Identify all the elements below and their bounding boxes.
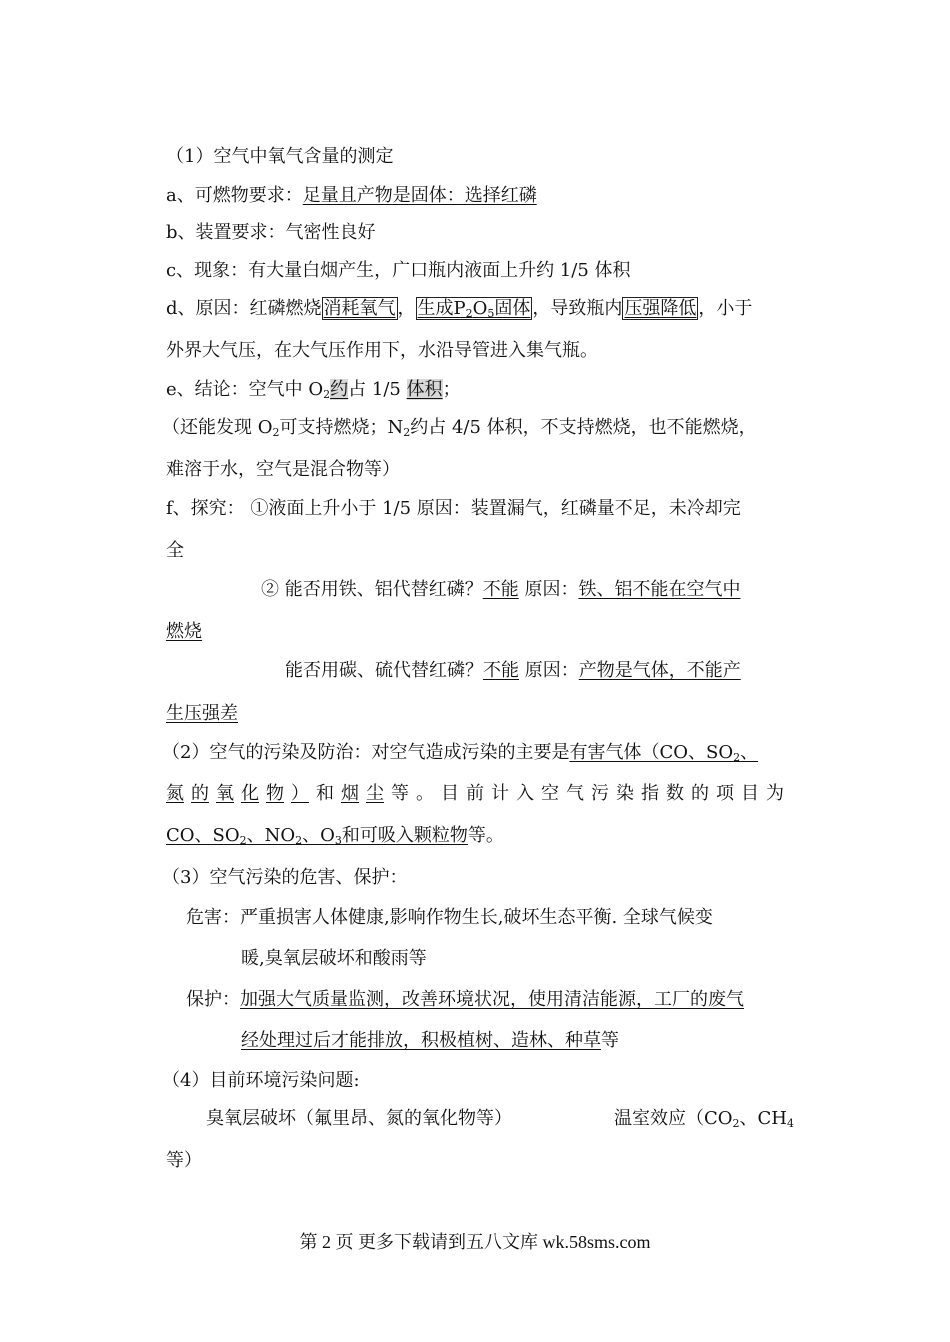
section-2-line1: （2）空气的污染及防治：对空气造成污染的主要是有害气体（CO、$SO_2$、 [162,742,759,764]
line-f1-cont: 全 [166,540,184,561]
line-e: e、结论：空气中 $O_2$约占 1/5 体积； [166,379,461,401]
answer-f2: 不能 [482,579,519,600]
protect-line2: 经处理过后才能排放，积极植树、造林、种草等 [241,1030,619,1051]
highlight-volume: 体积 [406,379,443,400]
line-b: b、装置要求：气密性良好 [166,222,376,243]
line-f2: ② 能否用铁、铝代替红磷？不能 原因：铁、铝不能在空气中 [261,579,741,600]
section-2-line2: 氮 的 氧 化 物 ） 和 烟 尘 等 。 目 前 计 入 空 气 污 染 指 数 的 项 目 为 [166,783,784,804]
highlight-yue: 约 [330,379,349,400]
reason-f3: 产物是气体，不能产 [578,660,741,681]
line-f3-cont: 生压强差 [166,703,238,724]
boxed-pressure-drop: 压强降低 [624,298,697,319]
section-1-title: （1）空气中氧气含量的测定 [166,146,394,167]
boxed-consume-oxygen: 消耗氧气 [323,298,396,319]
harm-line2: 暖,臭氧层破坏和酸雨等 [241,948,427,969]
line-c: c、现象：有大量白烟产生，广口瓶内液面上升约 1/5 体积 [166,260,631,281]
protection-measures: 加强大气质量监测，改善环境状况，使用清洁能源，工厂的废气 [240,989,744,1010]
line-d: d、原因：红磷燃烧 消耗氧气 ， 生成$P_2O_5$固体 ，导致瓶内 压强降低 ，小于 [166,298,753,320]
greenhouse-item: 温室效应（$CO_2$、$CH_4$ [614,1108,795,1130]
line-a: a、可燃物要求：足量且产物是固体：选择红磷 [166,185,537,206]
answer-f3: 不能 [483,660,519,681]
section-2-line3: CO、$SO_2$、$NO_2$、$O_3$和可吸入颗粒物等。 [166,825,504,847]
answer-a: 足量且产物是固体：选择红磷 [302,185,537,206]
protect-line1: 保护：加强大气质量监测，改善环境状况，使用清洁能源，工厂的废气 [186,989,744,1010]
section-3-title: （3）空气污染的危害、保护： [162,867,408,888]
section-4-title: （4）目前环境污染问题: [162,1070,360,1091]
line-f2-cont: 燃烧 [166,621,202,642]
ozone-item: 臭氧层破坏（氟里昂、氮的氧化物等） [206,1108,512,1129]
note-line-cont: 难溶于水，空气是混合物等） [166,459,400,480]
page-footer: 第 2 页 更多下载请到五八文库 wk.58sms.com [299,1232,651,1252]
note-line: （还能发现 $O_2$可支持燃烧；$N_2$约占 4/5 体积，不支持燃烧，也不能燃烧， [162,417,757,439]
section-4-line2: 等） [166,1150,202,1171]
reason-f2: 铁、铝不能在空气中 [578,579,741,600]
pollution-index-items: CO、$SO_2$、$NO_2$、$O_3$和可吸入颗粒物 [166,825,468,847]
boxed-form-p2o5: 生成$P_2O_5$固体 [417,298,531,320]
line-f1: f、探究： ①液面上升小于 1/5 原因：装置漏气，红磷量不足，未冷却完 [166,498,741,519]
harmful-gases: 有害气体（CO、$SO_2$、 [569,742,759,764]
line-f3: 能否用碳、硫代替红磷？不能 原因：产物是气体，不能产 [285,660,741,681]
harm-line1: 危害：严重损害人体健康,影响作物生长,破坏生态平衡. 全球气候变 [186,907,713,928]
line-d-cont: 外界大气压，在大气压作用下，水沿导管进入集气瓶。 [166,340,598,361]
